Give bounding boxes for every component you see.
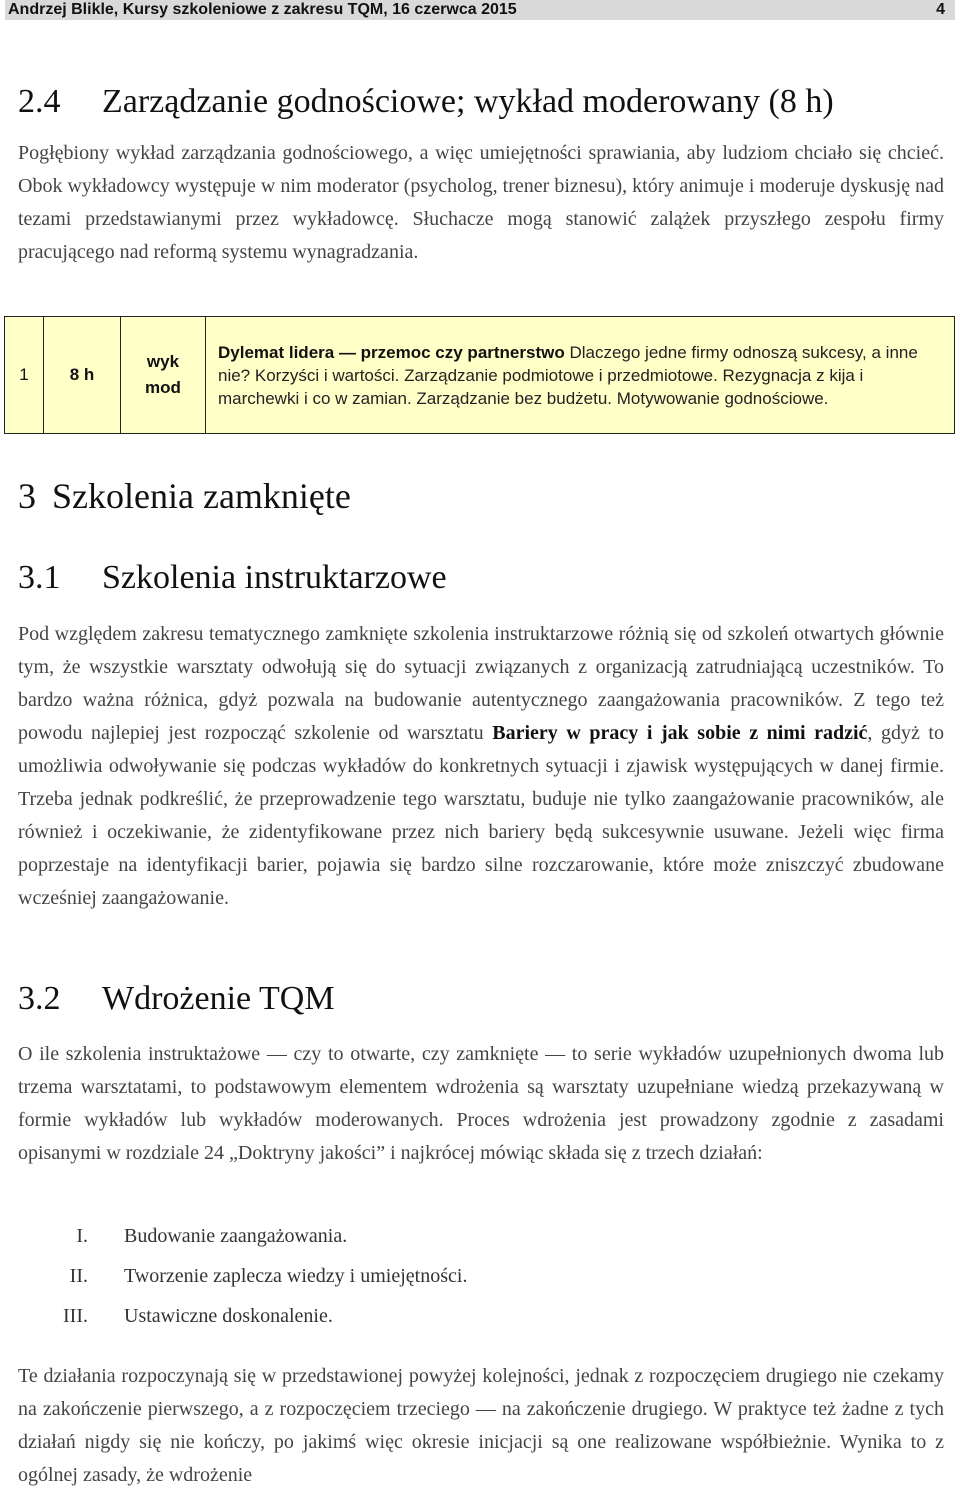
list-item [18,1225,467,1265]
section-3-2-paragraph-1: O ile szkolenia instruktażowe — czy to otwarte, czy zamknięte — to serie wykładów uzupełnionych dwoma lub trzema warsztatami, to podstawowym elementem wdrożenia są warsztaty uzupełniane wiedzą przekazywaną w formie wykładów lub wykładów moderowanych. Proces wdrożenia jest prowadzony zgodnie z zasadami opisanymi w rozdziale 24 „Doktryny jakości” i najkrócej mówiąc składa się z trzech działań: [18,1043,944,1164]
list-item [18,1265,467,1305]
section-title: Wdrożenie TQM [102,980,335,1017]
section-number: 3.1 [18,559,61,596]
actions-list [18,1225,467,1345]
section-number: 3.2 [18,980,61,1017]
section-3-1-paragraph [18,618,944,915]
course-type [121,317,206,434]
section-number: 2.4 [18,83,61,120]
course-description: Dlaczego jedne firmy odnoszą sukcesy, a inne nie? Korzyści i wartości. Zarządzanie podmiotowe i przedmiotowe. Rezygnacja z kija i marchewki i co w zamian. Zarządzanie bez budżetu. Motywowanie godnościowe. [218,342,918,408]
course-number: 1 [5,317,44,434]
section-2-4-heading [18,83,834,121]
course-type-line1: wyk [146,352,180,371]
list-text: Ustawiczne doskonalenie. [124,1305,333,1327]
page-number: 4 [936,1,945,18]
section-title: Szkolenia instruktarzowe [102,559,447,596]
list-item [18,1305,467,1345]
running-header [5,0,955,20]
list-number: II. [69,1265,88,1287]
section-title: Szkolenia zamknięte [52,476,351,516]
paragraph-text: Pod względem zakresu tematycznego zamknięte szkolenia instruktarzowe różnią się od szkoleń otwartych głównie tym, że wszystkie warsztaty odwołują się do sytuacji związanych z organizacją zatrudniającą uczestników. To bardzo ważna różnica, gdyż pozwala na budowanie autentycznego zaangażowania pracowników. Z tego też powodu najlepiej jest rozpocząć szkolenie od warsztatu [18,623,944,744]
list-number: III. [63,1305,88,1327]
list-text: Tworzenie zaplecza wiedzy i umiejętności. [124,1265,468,1287]
course-hours: 8 h [44,317,121,434]
section-3-1-heading [18,559,447,597]
table-row [5,317,955,434]
section-number: 3 [18,476,36,516]
section-title: Zarządzanie godnościowe; wykład moderowany (8 h) [102,83,834,120]
list-number: I. [76,1225,88,1247]
header-title: Andrzej Blikle, Kursy szkoleniowe z zakresu TQM, 16 czerwca 2015 [8,1,517,18]
course-table [4,316,955,434]
course-title: Dylemat lidera — przemoc czy partnerstwo [218,342,565,362]
workshop-title: Bariery w pracy i jak sobie z nimi radzić [492,722,868,744]
course-description-cell [218,317,955,434]
list-text: Budowanie zaangażowania. [124,1225,348,1247]
section-3-2-paragraph-2: Te działania rozpoczynają się w przedstawionej powyżej kolejności, jednak z rozpoczęciem drugiego nie czekamy na zakończenie pierwszego, a z rozpoczęciem trzeciego — na zakończenie drugiego. W praktyce też żadne z tych działań nigdy się nie kończy, po jakimś więc okresie inicjacji są one realizowane współbieżnie. Wynika to z ogólnej zasady, że wdrożenie [18,1365,944,1486]
cell-spacer [206,317,219,434]
section-3-heading [18,475,351,517]
paragraph-text: , gdyż to umożliwia odwoływanie się podczas wykładów do konkretnych sytuacji i zjawisk występujących w danej firmie. Trzeba jednak podkreślić, że przeprowadzenie tego warsztatu, buduje nie tylko zaangażowanie pracowników, ale również i oczekiwanie, że zidentyfikowane przez nich bariery będą sukcesywnie usuwane. Jeżeli więc firma poprzestaje na identyfikacji barier, pojawia się bardzo silne rozczarowanie, które może zniszczyć zbudowane wcześniej zaangażowanie. [18,722,944,909]
course-type-line2: mod [145,378,181,397]
section-3-2-heading [18,980,335,1018]
section-2-4-paragraph: Pogłębiony wykład zarządzania godnościowego, a więc umiejętności sprawiania, aby ludziom chciało się chcieć. Obok wykładowcy występuje w nim moderator (psycholog, trener biznesu), który animuje i moderuje dyskusję nad tezami przedstawianymi przez wykładowcę. Słuchacze mogą stanowić zalążek przyszłego zespołu firmy pracującego nad reformą systemu wynagradzania. [18,142,944,263]
